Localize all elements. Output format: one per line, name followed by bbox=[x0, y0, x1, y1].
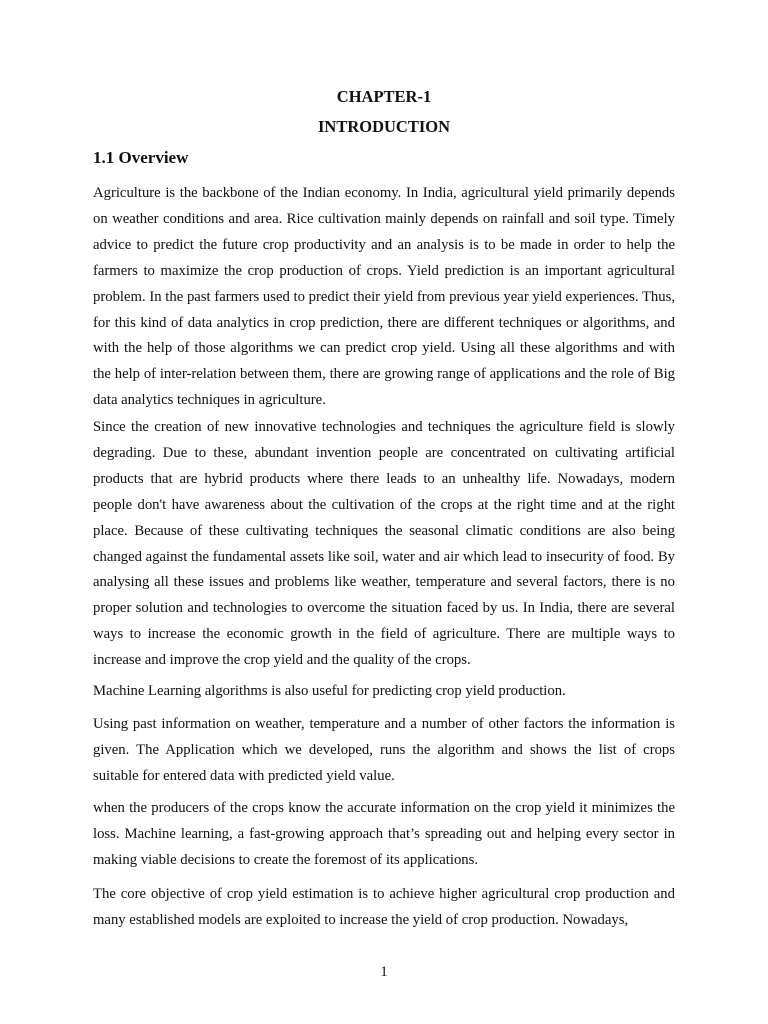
chapter-number: CHAPTER-1 bbox=[336, 87, 432, 106]
paragraph-machine-learning: Machine Learning algorithms is also useful for predicting crop yield production. bbox=[93, 683, 566, 699]
paragraph-innovative-technologies: Since the creation of new innovative technologies and techniques the agriculture field is slowly degrading. Due to these, abundant invention people are concentrated on cultivating artificial products that are hybrid products where there leads to an unhealthy life. Nowadays, modern people don't have awareness about the cultivation of the crops at the right time and at the right place. Because of these cultivating techniques the seasonal climatic conditions are also being changed against the fundamental assets like soil, water and air which lead to insecurity of food. By analysing all these issues and problems like weather, temperature and several factors, there is no proper solution and technologies to overcome the situation faced by us. In India, there are several ways to increase the economic growth in the field of agriculture. There are multiple ways to increase and improve the crop yield and the quality of the crops. bbox=[93, 419, 675, 669]
paragraph-agriculture-backbone: Agriculture is the backbone of the Indian economy. In India, agricultural yield primarily depends on weather conditions and area. Rice cultivation mainly depends on rainfall and soil type. Timely advice to predict the future crop productivity and an analysis is to be made in order to help the farmers to maximize the crop production of crops. Yield prediction is an important agricultural problem. In the past farmers used to predict their yield from previous year yield experiences. Thus, for this kind of data analytics in crop prediction, there are different techniques or algorithms, and with the help of those algorithms we can predict crop yield. Using all these algorithms and with the help of inter-relation between them, there are growing range of applications and the role of Big data analytics techniques in agriculture. bbox=[93, 185, 675, 409]
section-heading: 1.1 Overview bbox=[93, 148, 189, 167]
paragraph-core-objective: The core objective of crop yield estimation is to achieve higher agricultural crop production and many established models are exploited to increase the yield of crop production. Nowadays, bbox=[93, 886, 675, 928]
page-number: 1 bbox=[380, 964, 388, 980]
chapter-title: INTRODUCTION bbox=[317, 117, 451, 136]
paragraph-accurate-information: when the producers of the crops know the accurate information on the crop yield it minimizes the loss. Machine learning, a fast-growing approach that’s spreading out and helping every sector in making viable decisions to create the foremost of its applications. bbox=[93, 800, 675, 868]
paragraph-past-information: Using past information on weather, temperature and a number of other factors the information is given. The Application which we developed, runs the algorithm and shows the list of crops suitable for entered data with predicted yield value. bbox=[93, 716, 675, 784]
